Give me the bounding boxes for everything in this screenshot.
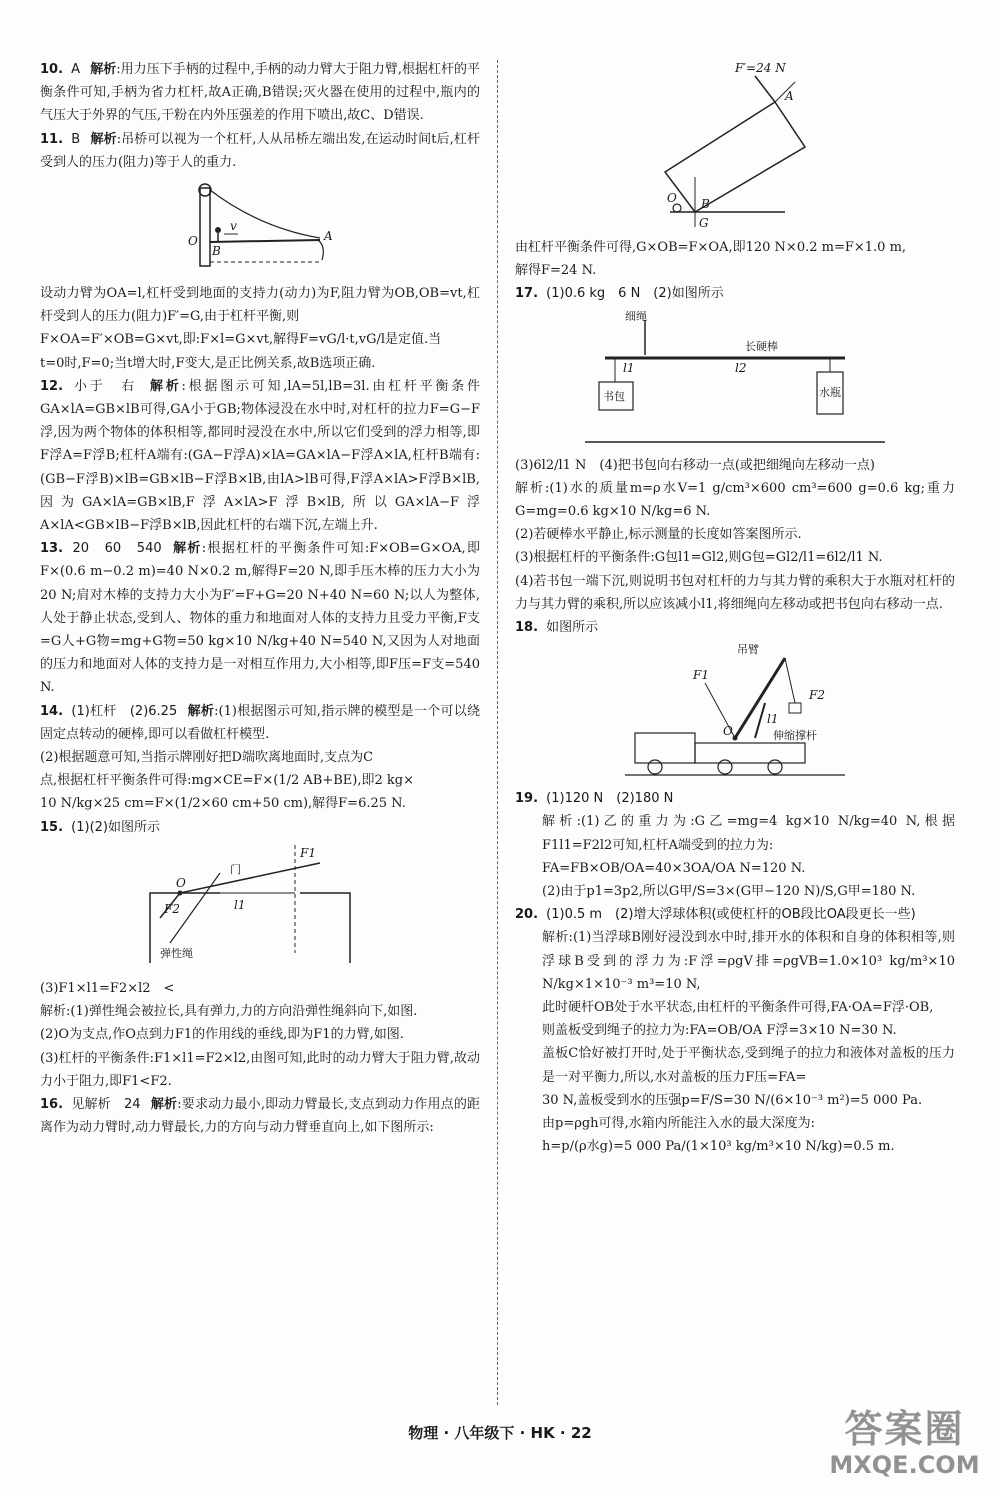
label-g: G (699, 216, 709, 230)
right-column: F′=24 N A O B G 由杠杆平衡条件可得,G×OB=F×OA,即120 N×0.2 m=F×1.0 m, 解得F=24 N. 17. (1)0.6 kg 6 N (2)如图所示 细绳 长硬棒 l1 l2 书包 水瓶 (3)6l2/l1 N (4)把书包向右移动一点(或把细绳向左移动一点) 解析:(1)水的质量m=ρ水V=1 g/cm³×600 cm³=600 g=0.6 kg;重力G=mg=0.6 kg×10 N/kg=6 N. (2)若硬棒水平静止,标示测量的长度如答案图所示. (3)根据杠杆的平衡条件:G包l1=Gl2,则G包=Gl2/l1=6l2/l1 N. (4)若书包一端下沉,则说明书包对杠杆的力与其力臂的乘积大于水瓶对杠杆的力与其力臂的乘积,所以应该减小l1,将细绳向左移动或把书包向右移动一点. 18. 如图所示 吊臂 F1 F2 O l1 伸缩撑杆 19. (1)120 N (2)180 N 解析:(1)乙的重力为:G乙=mg=4 kg×10 N/kg=40 N,根据F1l1=F2l2可知,杠杆A端受到的拉力为: FA=FB×OB/OA=40×3OA/OA N=120 N. (2)由于p1=3p2,所以G甲/S=3×(G甲−120 N)/S,G甲=180 N. 20. (1)0.5 m (2)增大浮球体积(或使杠杆的OB段比OA段更长一些) 解析:(1)当浮球B刚好浸没到水中时,排开水的体积和自身的体积相等,则浮球B受到的浮力为:F浮=ρgV排=ρgVB=1.0×10³ kg/m³×10 N/kg×1×10⁻³ m³=10 N, 此时硬杆OB处于水平状态,由杠杆的平衡条件可得,FA·OA=F浮·OB, 则盖板受到绳子的拉力为:FA=OB/OA F浮=3×10 N=30 N. 盖板C恰好被打开时,处于平衡状态,受到绳子的拉力和液体对盖板的压力是一对平衡力,所以,水对盖板的压力F压=FA= 30 N,盖板受到水的压强p=F/S=30 N/(6×10⁻³ m²)=5 000 Pa. 由p=ρgh可得,水箱内所能注入水的最大深度为: h=p/(ρ水g)=5 000 Pa/(1×10³ kg/m³×10 N/kg)=0.5 m. (515, 58, 955, 1158)
label-a: A (324, 229, 333, 244)
analysis-text: 点,根据杠杆平衡条件可得:mg×CE=F×(1/2 AB+BE),即2 kg× (40, 773, 414, 789)
question-number: 18. (515, 620, 539, 636)
analysis-text: (1)根据图示可知,指示牌的模型是一个可以绕固定点转动的硬棒,即可以看做杠杆模型. (40, 703, 480, 742)
question-number: 14. (40, 703, 64, 719)
analysis-text: t=0时,F=0;当t增大时,F变大,是正比例关系,故B选项正确. (40, 355, 376, 371)
answer-line: (3)F1×l1=F2×l2 < (40, 980, 175, 996)
answer: 见解析 24 (71, 1096, 141, 1112)
label-boom: 吊臂 (737, 643, 759, 657)
analysis-text: 设动力臂为OA=l,杠杆受到地面的支持力(动力)为F,阻力臂为OB,OB=vt,杠杆受到人的压力(阻力)F′=G,由于杠杆平衡,则 (40, 286, 480, 325)
label-long-rod: 长硬棒 (745, 339, 778, 353)
question-13: 13. 20 60 540 解析:根据杠杆的平衡条件可知:F×OB=G×OA,即F×(0.6 m−0.2 m)=40 N×0.2 m,解得F=20 N,即手压木棒的压力大小为20 N;肩对木棒的支持力大小为F′=F+G=20 N+40 N=60 N;以人为整体,人处于静止状态,受到人、物体的重力和地面对人体的支持力且受力平衡,F支=G人+G物=mg+G物=50 kg×10 N/kg+40 N=540 N,又因为人对地面的压力和地面对人体的支持力是一对相互作用力,大小相等,即F压=F支=540 N. (40, 541, 480, 696)
question-number: 13. (40, 541, 64, 557)
label-telescopic-rod: 伸缩撑杆 (773, 729, 817, 743)
analysis-tag: 解析 (515, 480, 546, 496)
analysis-text: (3)杠杆的平衡条件:F1×l1=F2×l2,由图可知,此时的动力臂大于阻力臂,故动力小于阻力,即F1<F2. (40, 1050, 480, 1089)
question-number: 17. (515, 286, 539, 302)
question-17 (515, 282, 955, 305)
question-number: 16. (40, 1096, 64, 1112)
door-lever-figure (130, 843, 390, 973)
analysis-text: (1)水的质量m=ρ水V=1 g/cm³×600 cm³=600 g=0.6 kg;重力G=mg=0.6 kg×10 N/kg=6 N. (515, 480, 955, 520)
answer-line: (3)6l2/l1 N (4)把书包向右移动一点(或把细绳向左移动一点) (515, 457, 875, 473)
analysis-text: 盖板C恰好被打开时,处于平衡状态,受到绳子的拉力和液体对盖板的压力是一对平衡力,所以,水对盖板的压力F压=FA= (542, 1046, 955, 1085)
label-door: 门 (230, 862, 241, 876)
answer: B (71, 131, 81, 147)
analysis-tag: 解析 (149, 378, 182, 394)
analysis-text: 根据杠杆的平衡条件可知:F×OB=G×OA,即F×(0.6 m−0.2 m)=40 N×0.2 m,解得F=20 N,即手压木棒的压力大小为20 N;肩对木棒的支持力大小为F′=F+G=20 N+40 N=60 N;以人为整体,人处于静止状态,受到人、物体的重力和地面对人体的支持力且受力平衡,F支=G人+G物=mg+G物=50 kg×10 N/kg+40 N=540 N,又因为人对地面的压力和地面对人体的支持力是一对相互作用力,大小相等,即F压=F支=540 N. (40, 541, 480, 696)
watermark-domain: MXQE.COM (829, 1451, 980, 1479)
question-15 (40, 816, 480, 839)
question-14: 14. (1)杠杆 (2)6.25 解析:(1)根据图示可知,指示牌的模型是一个可以绕固定点转动的硬棒,即可以看做杠杆模型. (40, 703, 480, 742)
label-f: F′=24 N (735, 62, 786, 75)
analysis-text: (1)弹性绳会被拉长,具有弹力,力的方向沿弹性绳斜向下,如图. (70, 1004, 418, 1020)
label-l2: l2 (735, 360, 747, 375)
label-a: A (785, 89, 794, 103)
analysis-text: (3)根据杠杆的平衡条件:G包l1=Gl2,则G包=Gl2/l1=6l2/l1 N. (515, 550, 883, 566)
analysis-text: 用力压下手柄的过程中,手柄的动力臂大于阻力臂,根据杠杆的平衡条件可知,手柄为省力杠杆,故A正确,B错误;灭火器在使用的过程中,瓶内的气压大于外界的气压,干粉在内外压强差的作用下喷出,故C、D错误. (40, 62, 480, 124)
analysis-text: 10 N/kg×25 cm=F×(1/2×60 cm+50 cm),解得F=6.25 N. (40, 796, 406, 812)
column-divider (497, 60, 498, 1405)
label-v: v (230, 219, 237, 234)
question-11: 11. B 解析:吊桥可以视为一个杠杆,人从吊桥左端出发,在运动时间t后,杠杆受到人的压力(阻力)等于人的重力. (40, 131, 480, 170)
analysis-text: (2)O为支点,作O点到力F1的作用线的垂线,即为F1的力臂,如图. (40, 1027, 404, 1043)
label-l1: l1 (623, 360, 635, 375)
analysis-tag: 解析 (40, 1004, 67, 1020)
question-18 (515, 616, 955, 639)
analysis-tag: 解析 (542, 814, 577, 830)
analysis-text: (4)若书包一端下沉,则说明书包对杠杆的力与其力臂的乘积大于水瓶对杠杆的力与其力臂的乘积,所以应该减小l1,将细绳向左移动或把书包向右移动一点. (515, 573, 955, 612)
analysis-text: (2)若硬棒水平静止,标示测量的长度如答案图所示. (515, 527, 802, 543)
analysis-tag: 解析 (150, 1096, 178, 1112)
answer: (1)(2)如图所示 (71, 819, 161, 835)
analysis-text: (2)根据题意可知,当指示牌刚好把D端吹离地面时,支点为C (40, 750, 374, 766)
question-19 (515, 787, 955, 810)
analysis-text: 根据图示可知,lA=5l,lB=3l.由杠杆平衡条件GA×lA=GB×lB可得,GA小于GB;物体浸没在水中时,对杠杆的拉力F=G−F浮,因为两个物体的体积相等,都同时浸没在水中,所以它们受到的浮力相等,即F浮A=F浮B;杠杆A端有:(GA−F浮A)×lA=GA×lA−F浮A×lA,杠杆B端有:(GB−F浮B)×lB=GB×lB−F浮B×lB,由lA>lB可得,F浮A×lA>F浮B×lB,因为GA×lA=GB×lB,F浮A×lA>F浮B×lB,所以GA×lA−F浮A×lA<GB×lB−F浮B×lB,因此杠杆的右端下沉,左端上升. (40, 378, 480, 534)
analysis-text: F×OA=F′×OB=G×vt,即:F×l=G×vt,解得F=vG/l·t,vG/l是定值.当 (40, 332, 442, 348)
analysis-text: 吊桥可以视为一个杠杆,人从吊桥左端出发,在运动时间t后,杠杆受到人的压力(阻力)等于人的重力. (40, 131, 480, 170)
analysis-text: (2)由于p1=3p2,所以G甲/S=3×(G甲−120 N)/S,G甲=180 N. (542, 884, 916, 900)
question-number: 10. (40, 62, 64, 77)
answer: A (71, 62, 81, 77)
analysis-text: FA=FB×OB/OA=40×3OA/OA N=120 N. (542, 860, 806, 876)
answer: (1)120 N (2)180 N (546, 791, 674, 807)
label-f2: F2 (164, 901, 180, 916)
analysis-tag: 解析 (90, 131, 117, 147)
analysis-text: (1)乙的重力为:G乙=mg=4 kg×10 N/kg=40 N,根据F1l1=F2l2可知,杠杆A端受到的拉力为: (542, 814, 955, 853)
label-o: O (176, 875, 186, 890)
label-water-bottle: 水瓶 (819, 385, 841, 399)
label-b: B (701, 197, 710, 211)
label-o: O (723, 724, 733, 739)
question-number: 11. (40, 131, 64, 147)
answer: 小于 右 (73, 378, 138, 394)
analysis-text: 由p=ρgh可得,水箱内所能注入水的最大深度为: (542, 1116, 816, 1132)
label-l1: l1 (767, 712, 779, 727)
question-10: 10. A 解析:用力压下手柄的过程中,手柄的动力臂大于阻力臂,根据杠杆的平衡条件可知,手柄为省力杠杆,故A正确,B错误;灭火器在使用的过程中,瓶内的气压大于外界的气压,干粉在内外压强差的作用下喷出,故C、D错误. (40, 62, 480, 124)
question-20 (515, 903, 955, 926)
analysis-text: (1)当浮球B刚好浸没到水中时,排开水的体积和自身的体积相等,则浮球B受到的浮力为:F浮=ρgV排=ρgVB=1.0×10³ kg/m³×10 N/kg×1×10⁻³ m³=10 N, (542, 930, 955, 992)
label-o: O (667, 191, 677, 205)
watermark-text: 答案圈 (844, 1407, 965, 1451)
analysis-text: 30 N,盖板受到水的压强p=F/S=30 N/(6×10⁻³ m²)=5 000 Pa. (542, 1092, 923, 1108)
question-16: 16. 见解析 24 解析:要求动力最小,即动力臂最长,支点到动力作用点的距离作为动力臂时,动力臂最长,力的方向与动力臂垂直向上,如下图所示: (40, 1096, 480, 1136)
label-thin-rope: 细绳 (625, 309, 647, 323)
label-f1: F1 (300, 845, 316, 860)
analysis-tag: 解析 (173, 541, 202, 557)
analysis-text: 要求动力最小,即动力臂最长,支点到动力作用点的距离作为动力臂时,动力臂最长,力的方向与动力臂垂直向上,如下图所示: (40, 1096, 480, 1136)
analysis-text: 此时硬杆OB处于水平状态,由杠杆的平衡条件可得,FA·OA=F浮·OB, (542, 1000, 934, 1016)
label-school-bag: 书包 (603, 389, 625, 403)
question-number: 15. (40, 819, 64, 835)
analysis-tag: 解析 (187, 703, 215, 719)
answer: 如图所示 (546, 620, 599, 636)
label-elastic-rope: 弹性绳 (160, 946, 193, 960)
left-column: 10. A 解析:用力压下手柄的过程中,手柄的动力臂大于阻力臂,根据杠杆的平衡条件可知,手柄为省力杠杆,故A正确,B错误;灭火器在使用的过程中,瓶内的气压大于外界的气压,干粉在内外压强差的作用下喷出,故C、D错误. 11. B 解析:吊桥可以视为一个杠杆,人从吊桥左端出发,在运动时间t后,杠杆受到人的压力(阻力)等于人的重力. O A B v 设动力臂为OA=l,杠杆受到地面的支持力(动力)为F,阻力臂为OB,OB=vt,杠杆受到人的压力(阻力)F′=G,由于杠杆平衡,则 F×OA=F′×OB=G×vt,即:F×l=G×vt,解得F=vG/l·t,vG/l是定值.当 t=0时,F=0;当t增大时,F变大,是正比例关系,故B选项正确. 12. 小于 右 解析:根据图示可知,lA=5l,lB=3l.由杠杆平衡条件GA×lA=GB×lB可得,GA小于GB;物体浸没在水中时,对杠杆的拉力F=G−F浮,因为两个物体的体积相等,都同时浸没在水中,所以它们受到的浮力相等,即F浮A=F浮B;杠杆A端有:(GA−F浮A)×lA=GA×lA−F浮A×lA,杠杆B端有:(GB−F浮B)×lB=GB×lB−F浮B×lB,由lA>lB可得,F浮A×lA>F浮B×lB,因为GA×lA=GB×lB,F浮A×lA>F浮B×lB,所以GA×lA−F浮A×lA<GB×lB−F浮B×lB,因此杠杆的右端下沉,左端上升. 13. 20 60 540 解析:根据杠杆的平衡条件可知:F×OB=G×OA,即F×(0.6 m−0.2 m)=40 N×0.2 m,解得F=20 N,即手压木棒的压力大小为20 N;肩对木棒的支持力大小为F′=F+G=20 N+40 N=60 N;以人为整体,人处于静止状态,受到人、物体的重力和地面对人体的支持力且受力平衡,F支=G人+G物=mg+G物=50 kg×10 N/kg+40 N=540 N,又因为人对地面的压力和地面对人体的支持力是一对相互作用力,大小相等,即F压=F支=540 N. 14. (1)杠杆 (2)6.25 解析:(1)根据图示可知,指示牌的模型是一个可以绕固定点转动的硬棒,即可以看做杠杆模型. (2)根据题意可知,当指示牌刚好把D端吹离地面时,支点为C 点,根据杠杆平衡条件可得:mg×CE=F×(1/2 AB+BE),即2 kg× 10 N/kg×25 cm=F×(1/2×60 cm+50 cm),解得F=6.25 N. 15. (1)(2)如图所示 F1 O 门 F2 l1 弹性绳 (3)F1×l1=F2×l2 < 解析:(1)弹性绳会被拉长,具有弹力,力的方向沿弹性绳斜向下,如图. (2)O为支点,作O点到力F1的作用线的垂线,即为F1的力臂,如图. (3)杠杆的平衡条件:F1×l1=F2×l2,由图可知,此时的动力臂大于阻力臂,故动力小于阻力,即F1<F2. 16. 见解析 24 解析:要求动力最小,即动力臂最长,支点到动力作用点的距离作为动力臂时,动力臂最长,力的方向与动力臂垂直向上,如下图所示: (40, 58, 480, 1139)
question-number: 12. (40, 378, 64, 394)
analysis-text: 解得F=24 N. (515, 263, 597, 279)
rod-balance-figure (585, 310, 885, 450)
analysis-text: 则盖板受到绳子的拉力为:FA=OB/OA F浮=3×10 N=30 N. (542, 1023, 897, 1039)
answer: (1)0.6 kg 6 N (2)如图所示 (546, 286, 724, 302)
label-b: B (212, 244, 221, 259)
drawbridge-figure (180, 178, 340, 278)
analysis-tag: 解析 (542, 930, 569, 946)
analysis-text: h=p/(ρ水g)=5 000 Pa/(1×10³ kg/m³×10 N/kg)=0.5 m. (542, 1139, 895, 1155)
label-o: O (188, 234, 198, 249)
analysis-tag: 解析 (90, 62, 117, 77)
page-footer: 物理 · 八年级下 · HK · 22 (408, 1424, 592, 1442)
question-number: 20. (515, 907, 539, 923)
question-number: 19. (515, 791, 539, 807)
label-l1: l1 (234, 897, 246, 912)
answer: 20 60 540 (72, 541, 162, 557)
watermark-logo (817, 1407, 992, 1487)
question-12: 12. 小于 右 解析:根据图示可知,lA=5l,lB=3l.由杠杆平衡条件GA×lA=GB×lB可得,GA小于GB;物体浸没在水中时,对杠杆的拉力F=G−F浮,因为两个物体的体积相等,都同时浸没在水中,所以它们受到的浮力相等,即F浮A=F浮B;杠杆A端有:(GA−F浮A)×lA=GA×lA−F浮A×lA,杠杆B端有:(GB−F浮B)×lB=GB×lB−F浮B×lB,由lA>lB可得,F浮A×lA>F浮B×lB,因为GA×lA=GB×lB,F浮A×lA>F浮B×lB,所以GA×lA−F浮A×lA<GB×lB−F浮B×lB,因此杠杆的右端下沉,左端上升. (40, 378, 480, 534)
analysis-text: 由杠杆平衡条件可得,G×OB=F×OA,即120 N×0.2 m=F×1.0 m, (515, 240, 907, 255)
crane-truck-figure (625, 643, 845, 783)
answer: (1)0.5 m (2)增大浮球体积(或使杠杆的OB段比OA段更长一些) (546, 907, 916, 923)
label-f1: F1 (693, 668, 709, 683)
answer: (1)杠杆 (2)6.25 (71, 703, 178, 719)
label-f2: F2 (809, 688, 825, 703)
box-lever-figure (625, 62, 845, 232)
